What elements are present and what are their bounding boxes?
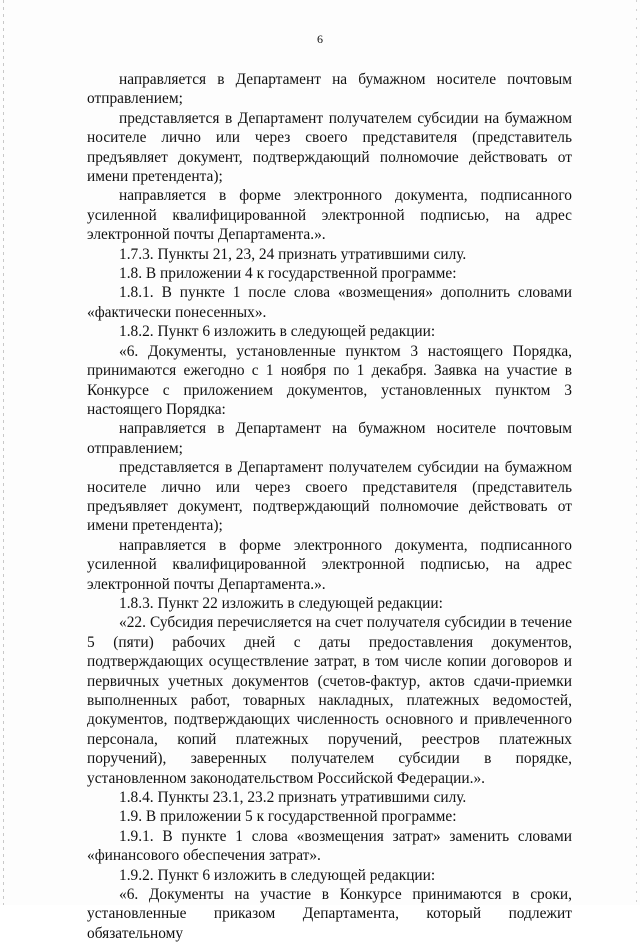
paragraph-1-8-3: 1.8.3. Пункт 22 изложить в следующей редакции: — [119, 594, 443, 612]
paragraph-clause-6-appendix-5: «6. Документы на участие в Конкурсе принимаются в сроки, установленные приказом Департамента, который подлежит обязательному — [87, 886, 572, 942]
page-number: 6 — [317, 32, 323, 46]
paragraph-1-9-2: 1.9.2. Пункт 6 изложить в следующей редакции: — [119, 866, 436, 884]
paragraph-clause-6: «6. Документы, установленные пунктом 3 настоящего Порядка, принимаются ежегодно с 1 ноября по 1 декабря. Заявка на участие в Конкурсе с приложением документов, установленных пунктом 3 настоящего Порядка: — [87, 342, 572, 418]
paragraph-1-8: 1.8. В приложении 4 к государственной программе: — [119, 265, 457, 283]
paragraph-personal-submission: представляется в Департамент получателем субсидии на бумажном носителе лично или через своего представителя (представитель предъявляет документ, подтверждающий полномочие действовать от имени претендента); — [87, 109, 572, 186]
paragraph-1-7-3: 1.7.3. Пункты 21, 23, 24 признать утратившими силу. — [119, 245, 467, 263]
paragraph-1-9-1: 1.9.1. В пункте 1 слова «возмещения затрат» заменить словами «финансового обеспечения затрат». — [87, 827, 572, 865]
paragraph-clause-22: «22. Субсидия перечисляется на счет получателя субсидии в течение 5 (пяти) рабочих дней с даты предоставления документов, подтверждающих осуществление затрат, в том числе копии договоров и первичных учетных документов (счетов-фактур, актов сдачи-приемки выполненных работ, товарных накладных, платежных ведомостей, документов, подтверждающих численность основного и привлеченного персонала, копий платежных поручений, реестров платежных поручений), заверенных получателем субсидии в порядке, установленном законодательством Российской Федерации.». — [87, 614, 572, 787]
scan-edge-left — [3, 0, 4, 905]
paragraph-1-8-2: 1.8.2. Пункт 6 изложить в следующей редакции: — [119, 323, 436, 341]
document-body — [87, 70, 572, 943]
scan-edge-right — [636, 0, 637, 905]
paragraph-postal-submission-2: направляется в Департамент на бумажном носителе почтовым отправлением; — [87, 420, 572, 457]
paragraph-1-9: 1.9. В приложении 5 к государственной программе: — [119, 808, 457, 826]
paragraph-personal-submission-2: представляется в Департамент получателем субсидии на бумажном носителе лично или через своего представителя (представитель предъявляет документ, подтверждающий полномочие действовать от имени претендента); — [87, 459, 572, 535]
paragraph-1-8-4: 1.8.4. Пункты 23.1, 23.2 признать утратившими силу. — [119, 789, 467, 807]
paragraph-electronic-submission: направляется в форме электронного документа, подписанного усиленной квалифицированной электронной подписью, на адрес электронной почты Департамента.». — [87, 187, 572, 244]
paragraph-1-8-1: 1.8.1. В пункте 1 после слова «возмещения» дополнить словами «фактически понесенных». — [87, 284, 572, 321]
paragraph-postal-submission: направляется в Департамент на бумажном носителе почтовым отправлением; — [87, 71, 572, 108]
paragraph-electronic-submission-2: направляется в форме электронного документа, подписанного усиленной квалифицированной электронной подписью, на адрес электронной почты Департамента.». — [87, 536, 572, 593]
